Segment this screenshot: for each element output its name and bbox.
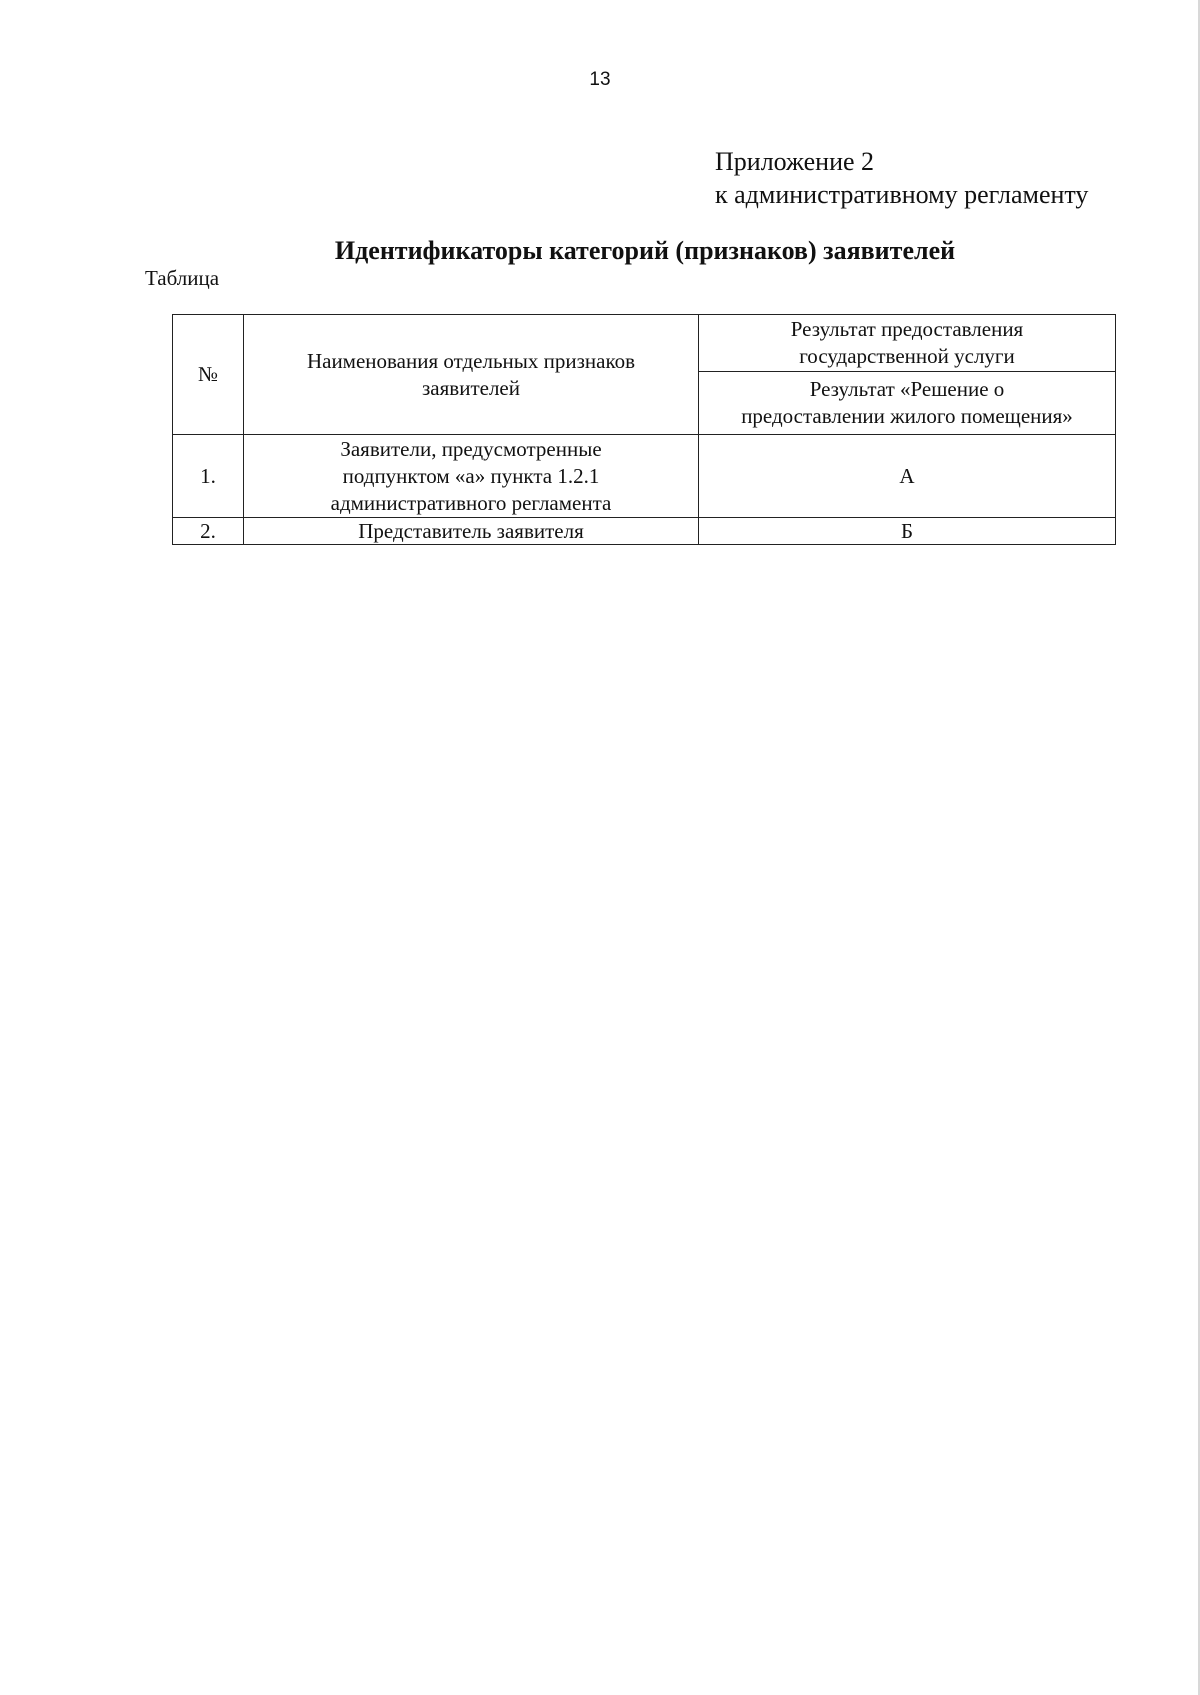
appendix-reference — [715, 145, 1088, 211]
row-number: 2. — [200, 519, 216, 543]
applicant-categories-table — [172, 314, 1116, 545]
row-result-cell — [699, 435, 1116, 518]
table-caption: Таблица — [145, 266, 220, 290]
table-row — [173, 435, 1116, 518]
header-number: № — [197, 362, 219, 386]
header-name-cell — [244, 315, 699, 435]
row-name-cell — [244, 518, 699, 545]
row-result-cell — [699, 518, 1116, 545]
appendix-line-1: Приложение 2 — [715, 147, 875, 176]
appendix-line-2: к административному регламенту — [715, 180, 1089, 209]
table-row — [173, 518, 1116, 545]
row-name-cell — [244, 435, 699, 518]
header-name: Наименования отдельных признаков заявителей — [306, 348, 636, 400]
header-result-sub: Результат «Решение о предоставлении жилого помещения» — [741, 377, 1073, 428]
row-name: Представитель заявителя — [358, 519, 584, 543]
row-number: 1. — [200, 463, 216, 488]
row-name: Заявители, предусмотренные подпунктом «а» пункта 1.2.1 административного регламента — [330, 436, 612, 515]
header-result-group: Результат предоставления государственной услуги — [790, 317, 1024, 368]
row-result: А — [899, 463, 915, 488]
row-result: Б — [900, 519, 914, 543]
header-number-cell — [173, 315, 244, 435]
row-number-cell — [173, 518, 244, 545]
page-number: 13 — [589, 69, 611, 90]
header-result-sub-cell — [699, 372, 1116, 435]
row-number-cell — [173, 435, 244, 518]
document-title: Идентификаторы категорий (признаков) заявителей — [334, 236, 956, 265]
header-result-group-cell — [699, 315, 1116, 372]
table-header-row — [173, 315, 1116, 372]
